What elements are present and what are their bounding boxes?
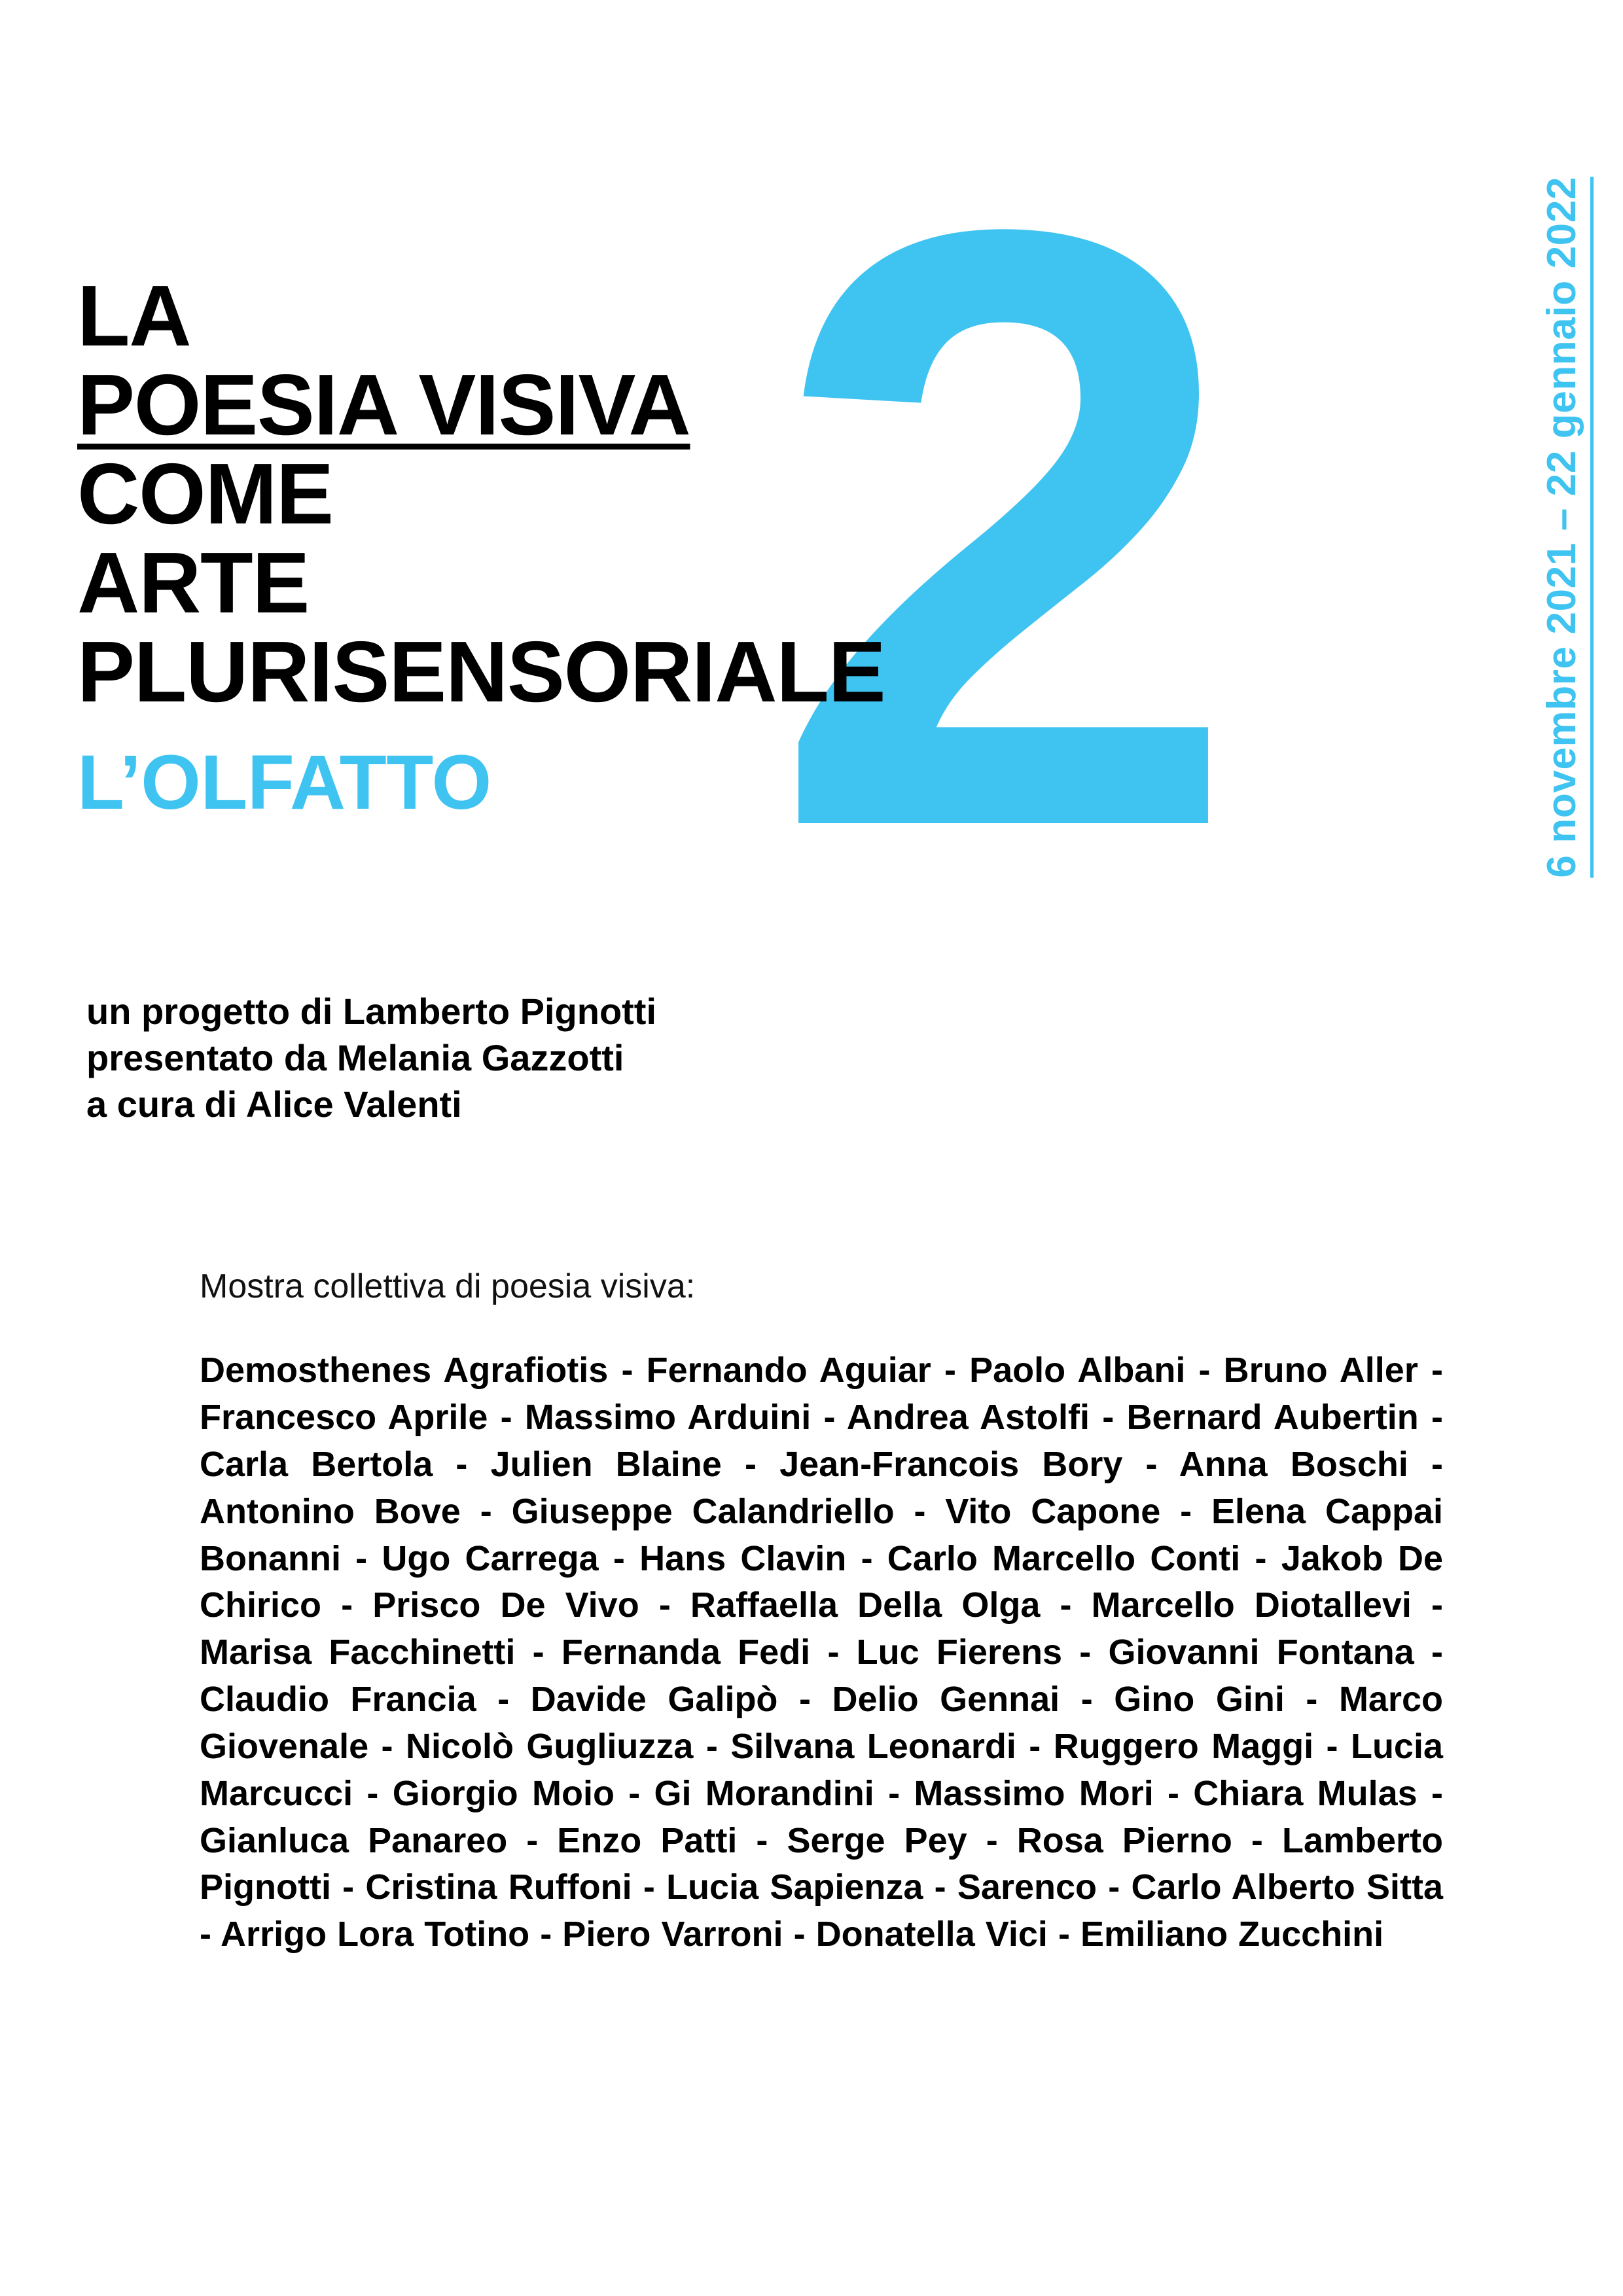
title-line-3: COME — [77, 445, 333, 542]
subtitle: L’OLFATTO — [77, 739, 491, 826]
title-line-4: ARTE — [77, 534, 310, 631]
artist-list: Demosthenes Agrafiotis - Fernando Aguiar - Paolo Albani - Bruno Aller - Francesco Aprile - Massimo Arduini - Andrea Astolfi - Bernard Aubertin - Carla Bertola - Julien Blaine - Jean-Francois Bory - Anna Boschi - Antonino Bove - Giuseppe Calandriello - Vito Capone - Elena Cappai Bonanni - Ugo Carrega - Hans Clavin - Carlo Marcello Conti - Jakob De Chirico - Prisco De Vivo - Raffaella Della Olga - Marcello Diotallevi - Marisa Facchinetti - Fernanda Fedi - Luc Fierens - Giovanni Fontana - Claudio Francia - Davide Galipò - Delio Gennai - Gino Gini - Marco Giovenale - Nicolò Gugliuzza - Silvana Leonardi - Ruggero Maggi - Lucia Marcucci - Giorgio Moio - Gi Morandini - Massimo Mori - Chiara Mulas - Gianluca Panareo - Enzo Patti - Serge Pey - Rosa Pierno - Lamberto Pignotti - Cristina Ruffoni - Lucia Sapienza - Sarenco - Carlo Alberto Sitta - Arrigo Lora Totino - Piero Varroni - Donatella Vici - Emiliano Zucchini — [200, 1351, 1443, 1954]
exhibition-dates — [1539, 177, 1585, 1132]
title-block — [77, 268, 1059, 826]
credit-line-presented: presentato da Melania Gazzotti — [86, 1037, 624, 1079]
credit-line-project: un progetto di Lamberto Pignotti — [86, 991, 657, 1032]
big-number-graphic: 2 — [769, 54, 1225, 1004]
exhibition-body — [200, 1266, 1443, 1958]
exhibition-dates-text: 6 novembre 2021 – 22 gennaio 2022 — [1539, 177, 1584, 878]
section-label: Mostra collettiva di poesia visiva: — [200, 1267, 696, 1305]
title-line-5: PLURISENSORIALE — [77, 623, 885, 720]
credit-line-curator: a cura di Alice Valenti — [86, 1084, 462, 1125]
title-line-2: POESIA VISIVA — [77, 356, 690, 453]
credits-block — [86, 988, 1003, 1127]
title-line-1: LA — [77, 268, 191, 364]
